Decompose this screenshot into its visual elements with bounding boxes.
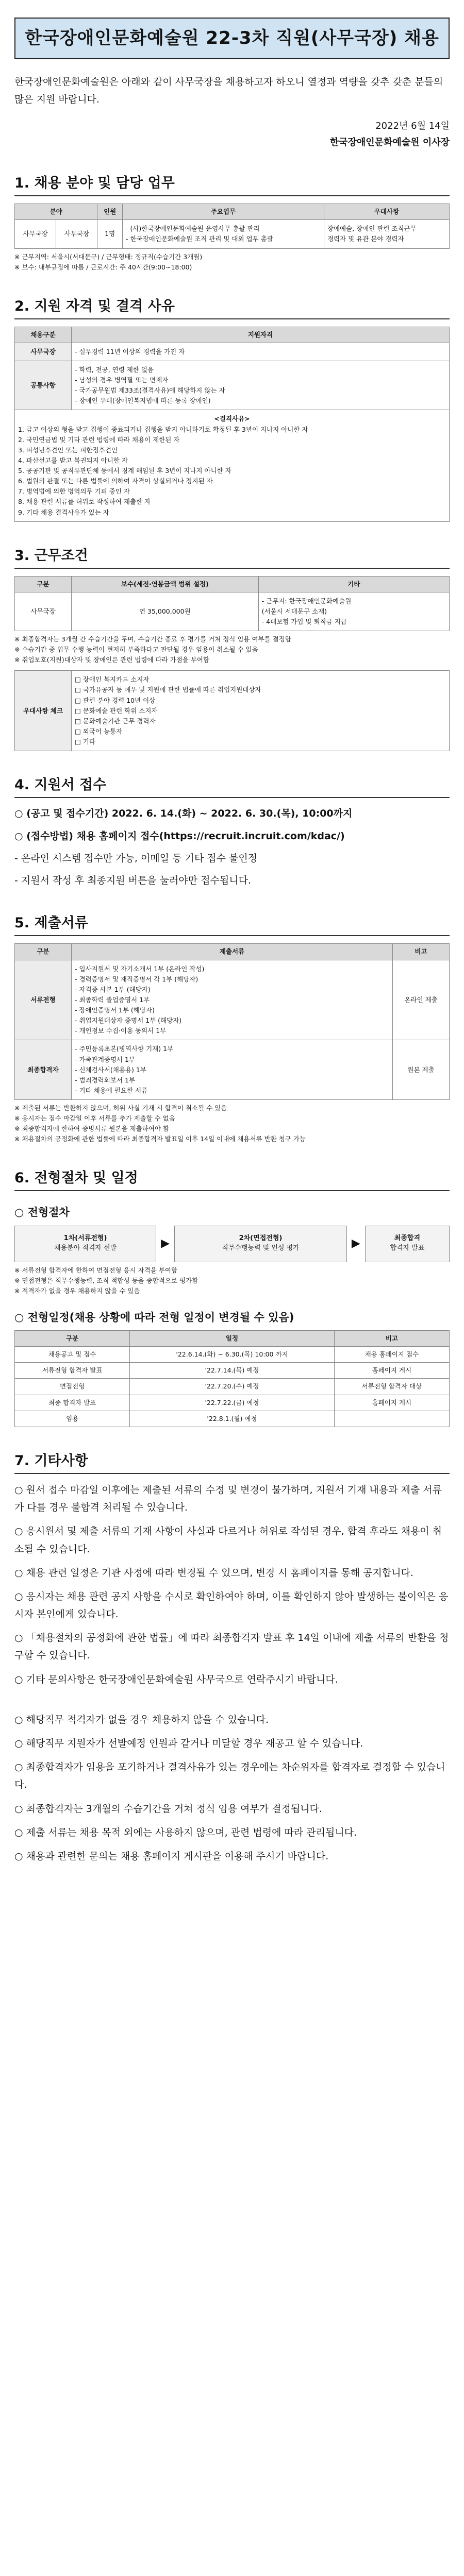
s5-row-lines (72, 1040, 393, 1100)
s1-pref-line: 장애예술, 장애인 관련 조직근무 (327, 225, 417, 233)
s3-etc (258, 592, 449, 631)
section4-title: 4. 지원서 접수 (14, 775, 450, 798)
s6-step (15, 1226, 156, 1262)
s5-row-note: 온라인 제출 (393, 960, 450, 1040)
s5-note: ※ 제출된 서류는 반환하지 않으며, 허위 사실 기재 시 합격이 취소될 수 있음 (14, 1104, 227, 1112)
s2-th-qual: 지원자격 (72, 327, 450, 343)
s2-disq: 7. 병역법에 의한 병역의무 기피 중인 자 (18, 487, 130, 496)
s6-step-title: 1차(서류전형) (63, 1234, 107, 1243)
s5-doc: - 자격증 사본 1부 (해당자) (75, 985, 151, 993)
s1-prefs (324, 220, 449, 248)
s6-schedule-table (14, 1330, 450, 1427)
s4-line: - 온라인 시스템 접수만 가능, 이메일 등 기타 접수 불인정 (14, 852, 258, 864)
s3-th-type: 구분 (15, 576, 72, 592)
s3-etc-line: - 근무지: 한국장애인문화예술원 (261, 597, 352, 605)
s6-date: '22.8.1.(월) 예정 (130, 1411, 334, 1427)
s1-pref-line: 경력자 및 유관 분야 경력자 (327, 235, 404, 243)
s7-item2: ○ 최종합격자는 3개월의 수습기간을 거쳐 정식 임용 여부가 결정됩니다. (14, 1803, 322, 1815)
s4-method: ○ (접수방법) 채용 홈페이지 접수(https://recruit.incruit.com/kdac/) (14, 830, 345, 842)
section2-table (14, 327, 450, 522)
s2-row-lines (72, 361, 450, 410)
s2-disq: 4. 파산선고를 받고 복권되지 아니한 자 (18, 456, 128, 464)
s2-row-label: 공통사항 (15, 361, 72, 410)
s5-doc: - 개인정보 수집·이용 동의서 1부 (75, 1027, 167, 1035)
s2-row-lines (72, 343, 450, 361)
s6-step-desc: 채용분야 적격자 선발 (54, 1244, 117, 1252)
notice-date: 2022년 6월 14일 (375, 120, 450, 131)
s3-check: □ 기타 (75, 738, 95, 746)
s3-pref-table (14, 670, 450, 751)
s1-duty-line: - (사)한국장애인문화예술원 운영사무 총괄 관리 (125, 225, 260, 233)
s6-note: ※ 면접전형은 직무수행능력, 조직 적합성 등을 종합적으로 평가함 (14, 1276, 198, 1284)
s5-doc: - 취업지원대상자 증명서 1부 (해당자) (75, 1016, 182, 1025)
s1-note: ※ 보수: 내부규정에 따름 / 근로시간: 주 40시간(9:00~18:00) (14, 263, 192, 271)
s4-line: - 지원서 작성 후 최종지원 버튼을 눌러야만 접수됩니다. (14, 875, 251, 887)
arrow-right-icon: ▶ (156, 1226, 175, 1262)
s5-doc: - 기타 채용에 필요한 서류 (75, 1086, 148, 1094)
section3-table (14, 576, 450, 632)
table-row (15, 1347, 450, 1363)
s6-flow (14, 1226, 450, 1262)
s7-item2: ○ 최종합격자가 임용을 포기하거나 결격사유가 있는 경우에는 차순위자를 합격자로 결정할 수 있습니다. (14, 1761, 445, 1791)
s6-name: 면접전형 (15, 1379, 130, 1395)
s6-note: 서류전형 합격자 대상 (334, 1379, 449, 1395)
s5-doc: - 경력증명서 및 재직증명서 각 1부 (해당자) (75, 975, 198, 983)
s1-note: ※ 근무지역: 서울시(서대문구) / 근무형태: 정규직(수습기간 3개월) (14, 252, 203, 261)
s3-th-pay: 보수(세전·연봉금액 범위 설정) (72, 576, 259, 592)
s5-doc: - 최종학력 졸업증명서 1부 (75, 995, 150, 1004)
s5-row-lines (72, 960, 393, 1040)
s3-check: □ 외국어 능통자 (75, 727, 123, 735)
s6-note: ※ 서류전형 합격자에 한하여 면접전형 응시 자격을 부여함 (14, 1266, 178, 1274)
section2-title: 2. 지원 자격 및 결격 사유 (14, 296, 450, 319)
s7-item: ○ 기타 문의사항은 한국장애인문화예술원 사무국으로 연락주시기 바랍니다. (14, 1673, 338, 1685)
s3-notes (14, 634, 450, 665)
s2-th-type: 채용구분 (15, 327, 72, 343)
s3-etc-line: - 4대보험 가입 및 퇴직금 지급 (261, 618, 347, 626)
s5-note: ※ 채용절차의 공정화에 관한 법률에 따라 최종합격자 발표일 이후 14일 이내에 채용서류 반환 청구 가능 (14, 1135, 306, 1143)
s1-th-count: 인원 (97, 204, 123, 220)
s6-step-desc: 합격자 발표 (390, 1244, 425, 1252)
s6-note (334, 1411, 449, 1427)
table-row (15, 1411, 450, 1427)
s6-th-note: 비고 (334, 1331, 449, 1347)
s5-note: ※ 응시자는 접수 마감일 이후 서류를 추가 제출할 수 없음 (14, 1114, 175, 1123)
table-row (15, 1395, 450, 1411)
s5-row-label: 서류전형 (15, 960, 72, 1040)
s3-label: 사무국장 (15, 592, 72, 631)
s2-disq: 8. 채용 관련 서류를 허위로 작성하여 제출한 자 (18, 498, 151, 506)
s5-notes (14, 1103, 450, 1144)
s6-note: 홈페이지 게시 (334, 1395, 449, 1411)
s6-step (175, 1226, 347, 1262)
s7-item: ○ 응시원서 및 제출 서류의 기재 사항이 사실과 다르거나 허위로 작성된 경우, 합격 후라도 채용이 취소될 수 있습니다. (14, 1526, 442, 1555)
s2-disq: 2. 국민연금법 및 기타 관련 법령에 따라 채용이 제한된 자 (18, 435, 180, 444)
s6-name: 서류전형 합격자 발표 (15, 1363, 130, 1379)
s7-item2: ○ 채용과 관련한 문의는 채용 홈페이지 게시판을 이용해 주시기 바랍니다. (14, 1850, 329, 1862)
section7-title: 7. 기타사항 (14, 1451, 450, 1474)
s2-disq-title: <결격사유> (214, 415, 250, 423)
s6-note: 채용 홈페이지 접수 (334, 1347, 449, 1363)
s7-item2: ○ 제출 서류는 채용 목적 외에는 사용하지 않으며, 관련 법령에 따라 관리됩니다. (14, 1826, 357, 1838)
s5-doc: - 주민등록초본(병역사항 기재) 1부 (75, 1045, 174, 1053)
section1-title: 1. 채용 분야 및 담당 업무 (14, 173, 450, 196)
s3-check: □ 문화예술기관 근무 경력자 (75, 717, 156, 725)
s6-th-date: 일정 (130, 1331, 334, 1347)
s3-check: □ 문화예술 관련 학위 소지자 (75, 706, 158, 715)
s6-proc-notes (14, 1265, 450, 1296)
s1-sub: 사무국장 (56, 220, 97, 248)
s5-doc: - 장애인증명서 1부 (해당자) (75, 1006, 155, 1014)
section5-title: 5. 제출서류 (14, 913, 450, 936)
s1-notes (14, 252, 450, 273)
s6-step (365, 1226, 449, 1262)
s3-pay: 연 35,000,000원 (72, 592, 259, 631)
s2-disq: 6. 법원의 판결 또는 다른 법률에 의하여 자격이 상실되거나 정지된 자 (18, 477, 213, 485)
s7-item: ○ 채용 관련 일정은 기관 사정에 따라 변경될 수 있으며, 변경 시 홈페이지를 통해 공지합니다. (14, 1567, 413, 1579)
s6-step-title: 2차(면접전형) (239, 1234, 283, 1243)
s1-field: 사무국장 (15, 220, 56, 248)
intro-paragraph: 한국장애인문화예술원은 아래와 같이 사무국장을 채용하고자 하오니 열정과 역량을 갖추 갖춘 분들의 많은 지원 바랍니다. (14, 76, 443, 105)
s1-duties (122, 220, 324, 248)
s4-period: ○ (공고 및 접수기간) 2022. 6. 14.(화) ~ 2022. 6. 30.(목), 10:00까지 (14, 808, 353, 820)
s6-proc-head: ○ 전형절차 (14, 1206, 70, 1219)
s5-row-label: 최종합격자 (15, 1040, 72, 1100)
s5-note: ※ 최종합격자에 한하여 증빙서류 원본을 제출하여야 함 (14, 1125, 169, 1133)
s1-count: 1명 (97, 220, 123, 248)
s1-duty-line: - 한국장애인문화예술원 조직 관리 및 대외 업무 총괄 (125, 235, 273, 243)
section6-title: 6. 전형절차 및 일정 (14, 1168, 450, 1191)
section3-title: 3. 근무조건 (14, 546, 450, 569)
s3-etc-line: (서울시 서대문구 소재) (261, 607, 327, 616)
notice-org: 한국장애인문화예술원 이사장 (329, 137, 450, 148)
s6-date: '22.7.14.(목) 예정 (130, 1363, 334, 1379)
s2-line: - 장애인 우대(장애인복지법에 따른 등록 장애인) (75, 397, 211, 405)
s2-line: - 남성의 경우 병역필 또는 면제자 (75, 376, 169, 384)
s5-doc: - 범죄경력회보서 1부 (75, 1076, 136, 1084)
s1-th-prefs: 우대사항 (324, 204, 449, 220)
s2-disq-cell (15, 410, 450, 521)
s2-line: - 국가공무원법 제33조(결격사유)에 해당하지 않는 자 (75, 386, 225, 395)
s5-doc: - 가족관계증명서 1부 (75, 1055, 136, 1063)
s3-note: ※ 취업보호(지원)대상자 및 장애인은 관련 법령에 따라 가점을 부여함 (14, 656, 210, 664)
s7-item2: ○ 해당직무 적격자가 없을 경우 채용하지 않을 수 있습니다. (14, 1714, 269, 1725)
s5-row-note: 원본 제출 (393, 1040, 450, 1100)
s6-sched-head: ○ 전형일정(채용 상황에 따라 전형 일정이 변경될 수 있음) (14, 1311, 294, 1324)
s3-pref-label: 우대사항 체크 (15, 671, 72, 751)
s2-disq: 1. 금고 이상의 형을 받고 집행이 종료되거나 집행을 받지 아니하기로 확정된 후 3년이 지나지 아니한 자 (18, 425, 308, 433)
s3-note: ※ 수습기간 중 업무 수행 능력이 현저히 부족하다고 판단될 경우 임용이 취소될 수 있음 (14, 646, 258, 654)
s7-item: ○ 원서 접수 마감일 이후에는 제출된 서류의 수정 및 변경이 불가하며, 지원서 기재 내용과 제출 서류가 다를 경우 불합격 처리될 수 있습니다. (14, 1484, 442, 1514)
s2-disq: 9. 기타 채용 결격사유가 있는 자 (18, 508, 109, 516)
s3-check: □ 관련 분야 경력 10년 이상 (75, 696, 156, 704)
table-row (15, 1363, 450, 1379)
s1-th-duties: 주요업무 (122, 204, 324, 220)
s3-note: ※ 최종합격자는 3개월 간 수습기간을 두며, 수습기간 종료 후 평가를 거쳐 정식 임용 여부를 결정함 (14, 635, 291, 643)
s2-line: - 실무경력 11년 이상의 경력을 가진 자 (75, 347, 185, 355)
s6-date: '22.6.14.(화) ~ 6.30.(목) 10:00 까지 (130, 1347, 334, 1363)
notice-title: 한국장애인문화예술원 22-3차 직원(사무국장) 채용 (14, 18, 450, 59)
s3-check: □ 국가유공자 등 예우 및 지원에 관한 법률에 따른 취업지원대상자 (75, 686, 261, 694)
s6-name: 최종 합격자 발표 (15, 1395, 130, 1411)
s3-check: □ 장애인 복지카드 소지자 (75, 675, 150, 684)
s6-step-title: 최종합격 (394, 1234, 421, 1243)
arrow-right-icon: ▶ (346, 1226, 365, 1262)
s5-th-type: 구분 (15, 944, 72, 960)
s1-th-field: 분야 (15, 204, 97, 220)
s5-doc: - 입사지원서 및 자기소개서 1부 (온라인 작성) (75, 964, 205, 973)
s6-date: '22.7.20.(수) 예정 (130, 1379, 334, 1395)
s7-item2: ○ 해당직무 지원자가 선발예정 인원과 같거나 미달할 경우 재공고 할 수 있습니다. (14, 1738, 363, 1750)
s3-th-etc: 기타 (258, 576, 449, 592)
s7-item: ○ 「채용절차의 공정화에 관한 법률」에 따라 최종합격자 발표 후 14일 이내에 제출 서류의 반환을 청구할 수 있습니다. (14, 1632, 449, 1662)
s6-note: ※ 적격자가 없을 경우 채용하지 않을 수 있음 (14, 1286, 140, 1295)
section5-table (14, 943, 450, 1100)
s6-date: '22.7.22.(금) 예정 (130, 1395, 334, 1411)
s5-th-docs: 제출서류 (72, 944, 393, 960)
s6-step-desc: 직무수행능력 및 인성 평가 (222, 1244, 300, 1252)
s2-disq: 3. 피성년후견인 또는 피한정후견인 (18, 446, 118, 454)
s7-item: ○ 응시자는 채용 관련 공지 사항을 수시로 확인하여야 하며, 이를 확인하지 않아 발생하는 불이익은 응시자 본인에게 있습니다. (14, 1590, 449, 1620)
s2-row-label: 사무국장 (15, 343, 72, 361)
s6-th-name: 구분 (15, 1331, 130, 1347)
section1-table (14, 204, 450, 248)
s6-note: 홈페이지 게시 (334, 1363, 449, 1379)
table-row (15, 1379, 450, 1395)
s6-name: 임용 (15, 1411, 130, 1427)
s5-th-note: 비고 (393, 944, 450, 960)
s6-name: 채용공고 및 접수 (15, 1347, 130, 1363)
s5-doc: - 신체검사서(채용용) 1부 (75, 1065, 146, 1074)
s2-line: - 학력, 전공, 연령 제한 없음 (75, 365, 154, 374)
s2-disq: 5. 공공기관 및 공직유관단체 등에서 징계 해임된 후 3년이 지나지 아니한 자 (18, 467, 231, 475)
s3-pref-checks (72, 671, 450, 751)
